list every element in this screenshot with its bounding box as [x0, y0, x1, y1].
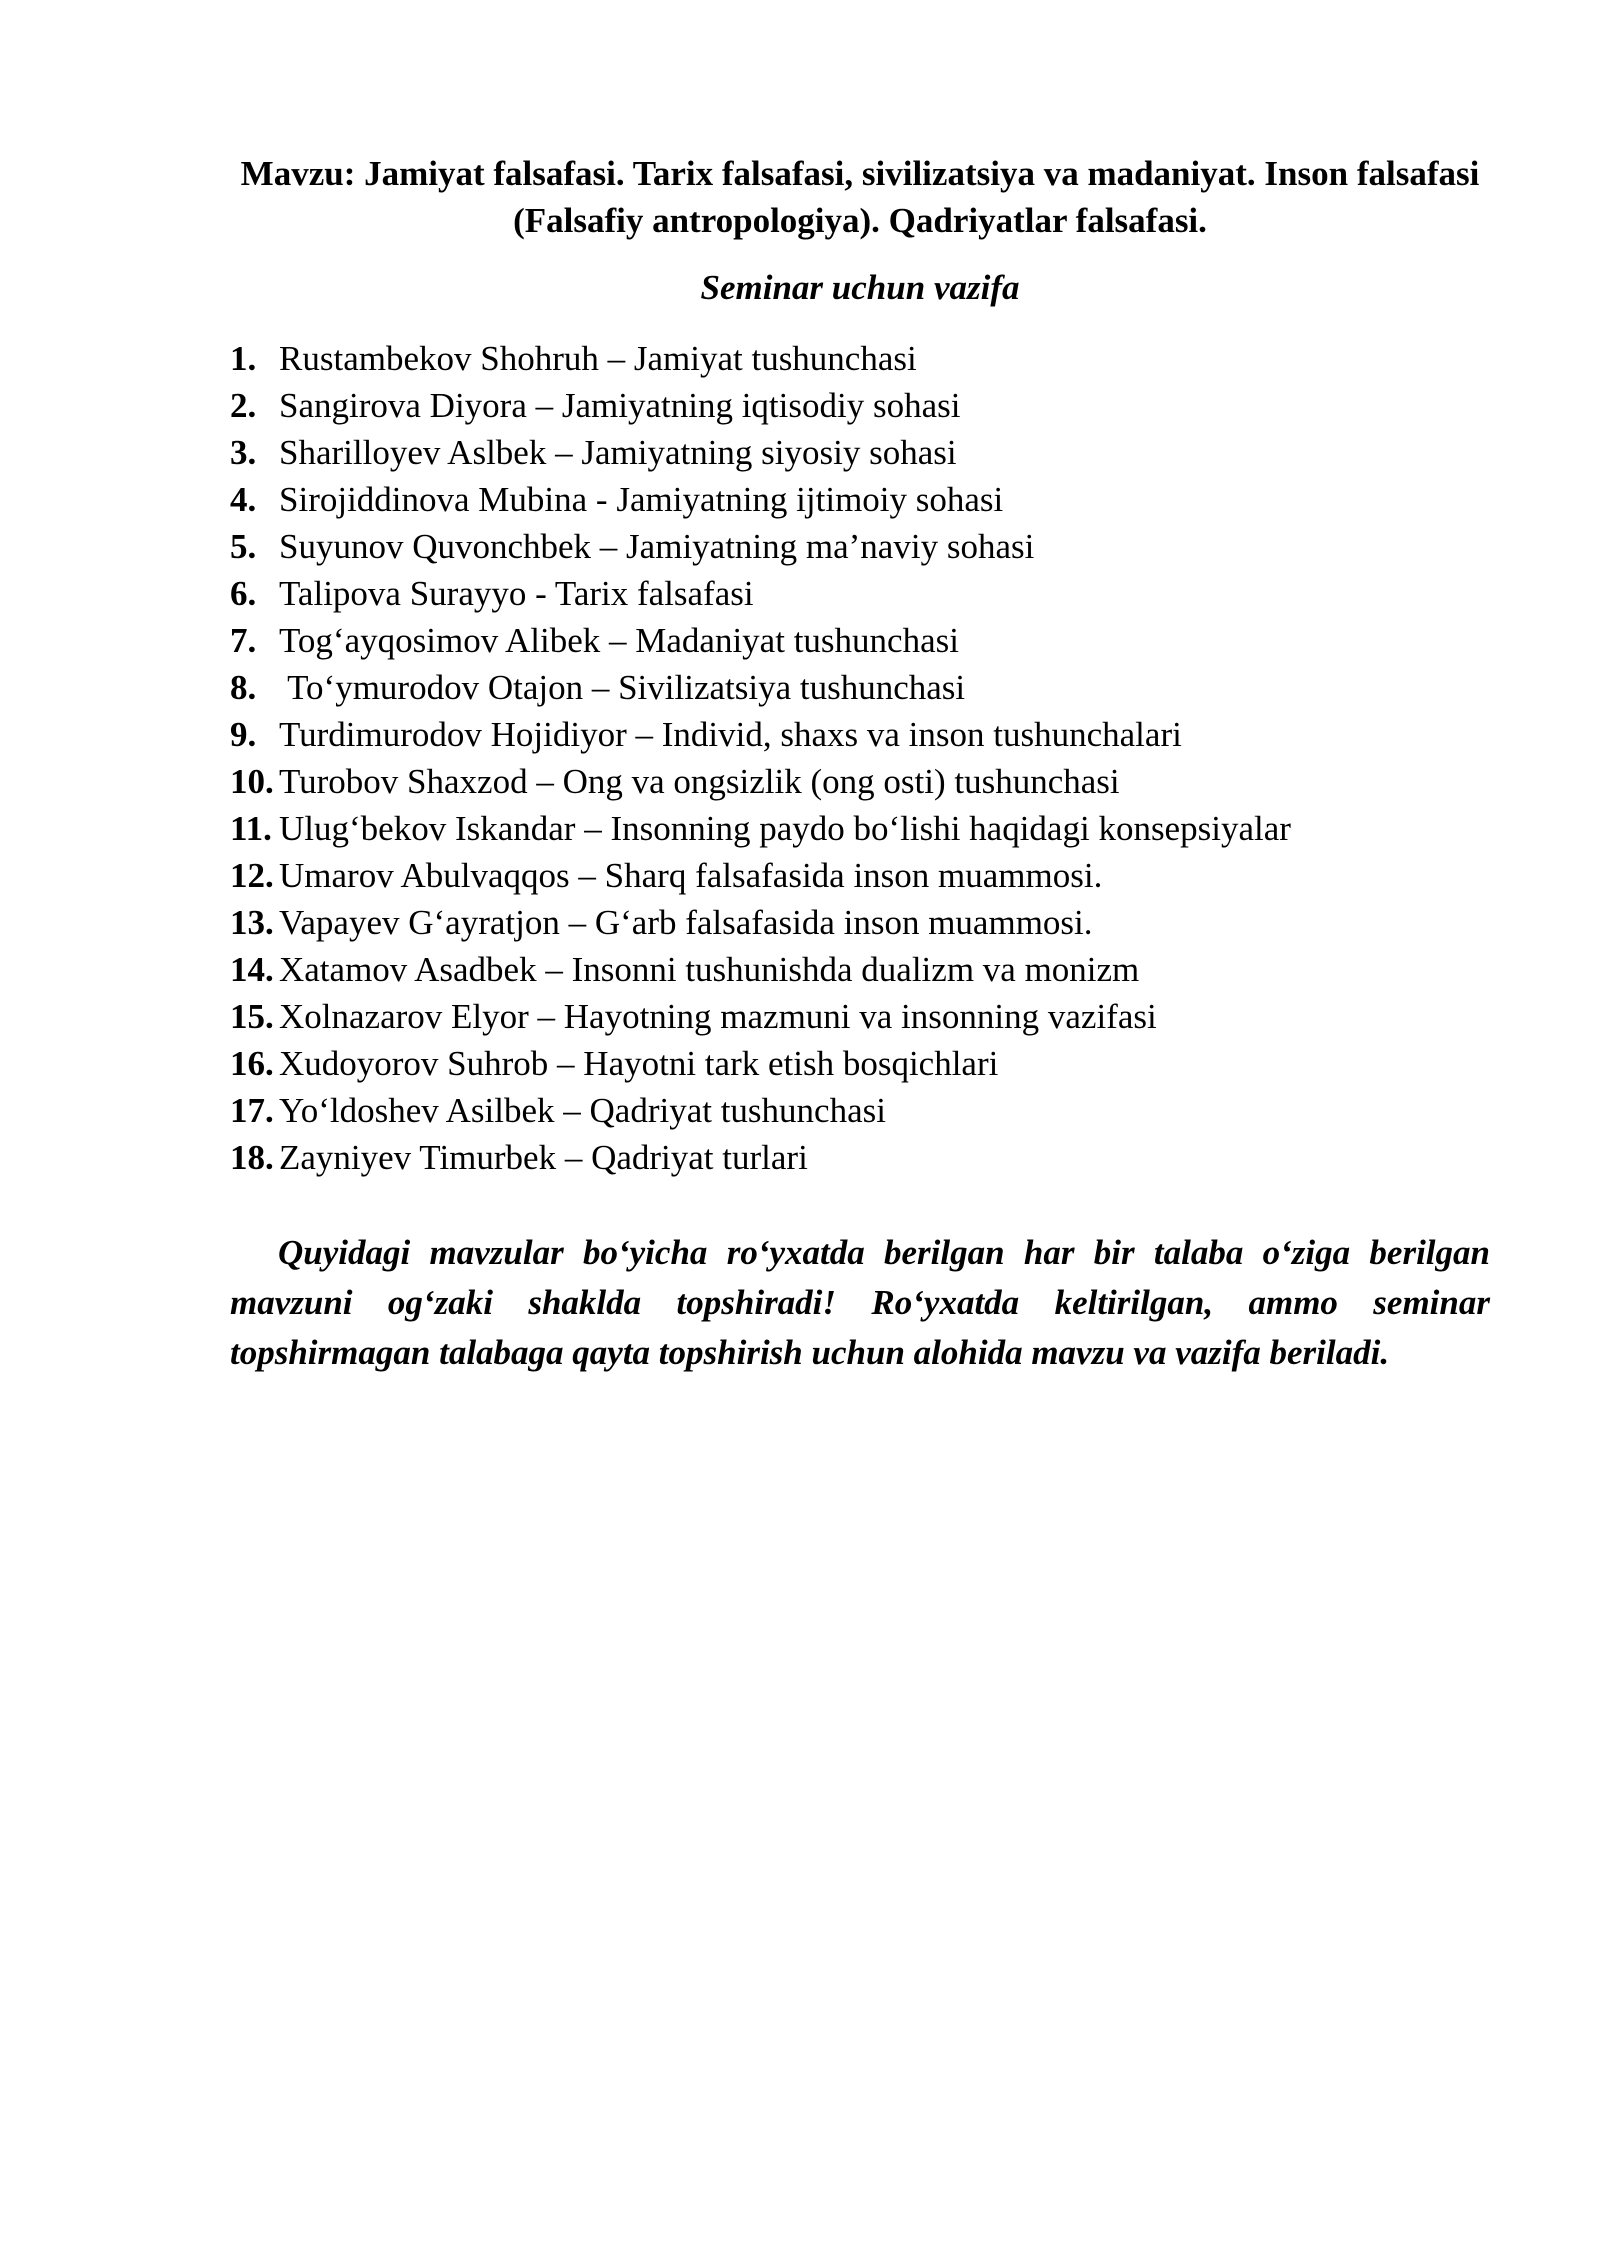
- item-text: Zayniyev Timurbek – Qadriyat turlari: [279, 1138, 808, 1177]
- item-number: 11.: [230, 809, 272, 848]
- list-item: [230, 805, 1510, 852]
- list-item: [230, 1040, 1510, 1087]
- list-item: [230, 852, 1510, 899]
- list-item: [230, 758, 1510, 805]
- item-number: 7.: [230, 621, 257, 660]
- item-number: 9.: [230, 715, 257, 754]
- item-text: Turdimurodov Hojidiyor – Individ, shaxs va inson tushunchalari: [279, 715, 1182, 754]
- item-text: Vapayev G‘ayratjon – G‘arb falsafasida inson muammosi.: [279, 903, 1093, 942]
- list-item: [230, 899, 1510, 946]
- item-number: 5.: [230, 527, 257, 566]
- item-number: 18.: [230, 1138, 274, 1177]
- list-item: [230, 570, 1510, 617]
- item-text: Xatamov Asadbek – Insonni tushunishda dualizm va monizm: [279, 950, 1140, 989]
- item-number: 16.: [230, 1044, 274, 1083]
- item-number: 12.: [230, 856, 274, 895]
- item-text: Talipova Surayyo - Tarix falsafasi: [279, 574, 754, 613]
- instruction-note: Quyidagi mavzular bo‘yicha ro‘yxatda berilgan har bir talaba o‘ziga berilgan mavzuni og‘zaki shaklda topshiradi! Ro‘yxatda keltirilgan, ammo seminar topshirmagan talabaga qayta topshirish uchun alohida mavzu va vazifa beriladi.: [230, 1233, 1490, 1372]
- item-number: 3.: [230, 433, 257, 472]
- item-number: 2.: [230, 386, 257, 425]
- item-text: Sangirova Diyora – Jamiyatning iqtisodiy sohasi: [279, 386, 961, 425]
- list-item: [230, 476, 1510, 523]
- item-text: Tog‘ayqosimov Alibek – Madaniyat tushunchasi: [279, 621, 959, 660]
- list-item: [230, 429, 1510, 476]
- list-item: [230, 946, 1510, 993]
- list-item: [230, 664, 1510, 711]
- list-item: [230, 1087, 1510, 1134]
- item-text: Xudoyorov Suhrob – Hayotni tark etish bosqichlari: [279, 1044, 999, 1083]
- item-text: To‘ymurodov Otajon – Sivilizatsiya tushunchasi: [279, 668, 966, 707]
- item-number: 17.: [230, 1091, 274, 1130]
- item-text: Sirojiddinova Mubina - Jamiyatning ijtimoiy sohasi: [279, 480, 1004, 519]
- item-text: Ulug‘bekov Iskandar – Insonning paydo bo‘lishi haqidagi konsepsiyalar: [279, 809, 1291, 848]
- item-number: 15.: [230, 997, 274, 1036]
- item-number: 4.: [230, 480, 257, 519]
- list-item: [230, 617, 1510, 664]
- item-text: Yo‘ldoshev Asilbek – Qadriyat tushunchasi: [279, 1091, 886, 1130]
- item-text: Rustambekov Shohruh – Jamiyat tushunchasi: [279, 339, 917, 378]
- task-list: [230, 335, 1510, 1181]
- list-item: [230, 523, 1510, 570]
- list-item: [230, 335, 1510, 382]
- list-item: [230, 382, 1510, 429]
- list-item: [230, 711, 1510, 758]
- item-text: Sharilloyev Aslbek – Jamiyatning siyosiy sohasi: [279, 433, 957, 472]
- item-text: Xolnazarov Elyor – Hayotning mazmuni va insonning vazifasi: [279, 997, 1157, 1036]
- item-number: 13.: [230, 903, 274, 942]
- item-number: 14.: [230, 950, 274, 989]
- document-subtitle: Seminar uchun vazifa: [700, 268, 1020, 307]
- item-number: 8.: [230, 668, 257, 707]
- item-number: 6.: [230, 574, 257, 613]
- item-number: 10.: [230, 762, 274, 801]
- item-text: Turobov Shaxzod – Ong va ongsizlik (ong osti) tushunchasi: [279, 762, 1120, 801]
- document-title: Mavzu: Jamiyat falsafasi. Tarix falsafasi, sivilizatsiya va madaniyat. Inson falsafasi (Falsafiy antropologiya). Qadriyatlar falsafasi.: [240, 154, 1480, 240]
- list-item: [230, 1134, 1510, 1181]
- item-number: 1.: [230, 339, 257, 378]
- list-item: [230, 993, 1510, 1040]
- item-text: Suyunov Quvonchbek – Jamiyatning ma’naviy sohasi: [279, 527, 1035, 566]
- item-text: Umarov Abulvaqqos – Sharq falsafasida inson muammosi.: [279, 856, 1103, 895]
